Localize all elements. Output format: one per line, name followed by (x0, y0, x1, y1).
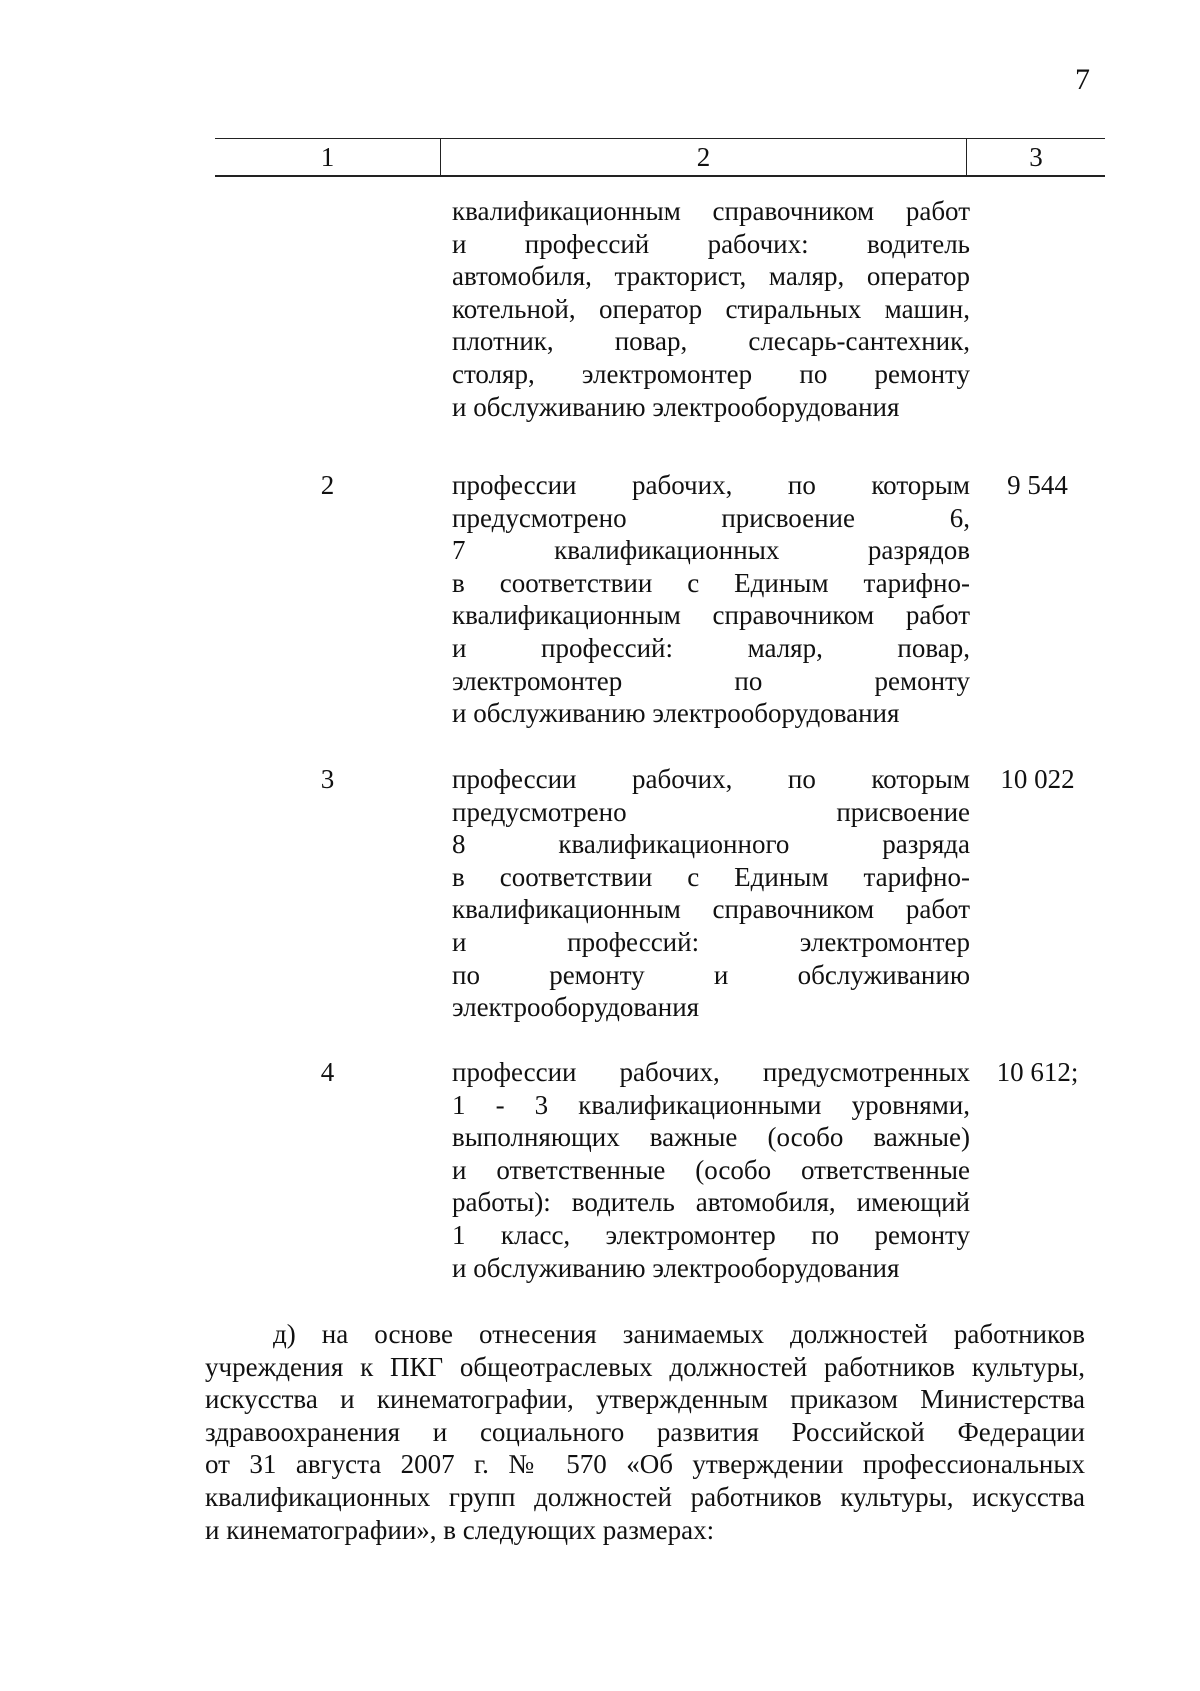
description-line: столяр, электромонтер по ремонту (452, 358, 970, 389)
description-line: и профессий: маляр, повар, (452, 632, 970, 663)
description-line: электромонтер по ремонту (452, 665, 970, 696)
description-line: профессии рабочих, предусмотренных (452, 1057, 970, 1087)
description-line: плотник, повар, слесарь-сантехник, (452, 326, 970, 357)
description-line: электрооборудования (452, 992, 700, 1023)
row-description (452, 195, 970, 423)
description-line: в соответствии с Единым тарифно- (452, 861, 970, 892)
paragraph-line: и кинематографии», в следующих размерах: (205, 1514, 715, 1545)
description-line: и профессий рабочих: водитель (452, 228, 970, 259)
description-line: и обслуживанию электрооборудования (452, 1252, 900, 1283)
description-line: 7 квалификационных разрядов (452, 535, 970, 566)
paragraph-line: квалификационных групп должностей работников культуры, искусства (205, 1481, 1085, 1512)
column-header-3: 3 (1029, 142, 1043, 172)
column-header-1: 1 (215, 139, 441, 175)
description-line: 1 класс, электромонтер по ремонту (452, 1219, 970, 1250)
row-number: 4 (320, 1057, 335, 1087)
description-line: квалификационным справочником работ (452, 600, 970, 631)
description-line: и обслуживанию электрооборудования (452, 698, 900, 729)
body-paragraph (205, 1318, 1085, 1546)
description-line: квалификационным справочником работ (452, 894, 970, 925)
row-amount: 10 612; (996, 1057, 1079, 1087)
description-line: предусмотрено присвоение 6, (452, 502, 970, 533)
page-number: 7 (1075, 63, 1090, 96)
description-line: и профессий: электромонтер (452, 926, 970, 957)
description-line: профессии рабочих, по которым (452, 764, 970, 794)
row-amount: 10 022 (1000, 764, 1075, 794)
description-line: по ремонту и обслуживанию (452, 959, 970, 990)
row-number: 3 (320, 764, 335, 794)
paragraph-line: от 31 августа 2007 г. № 570 «Об утверждении профессиональных (205, 1449, 1085, 1480)
description-line: в соответствии с Единым тарифно- (452, 567, 970, 598)
paragraph-line: д) на основе отнесения занимаемых должностей работников (273, 1319, 1085, 1349)
description-line: квалификационным справочником работ (452, 196, 970, 226)
row-description (452, 469, 970, 730)
paragraph-line: искусства и кинематографии, утвержденным приказом Министерства (205, 1384, 1085, 1415)
description-line: и обслуживанию электрооборудования (452, 391, 900, 422)
description-line: выполняющих важные (особо важные) (452, 1122, 970, 1153)
row-number: 2 (320, 470, 335, 500)
description-line: котельной, оператор стиральных машин, (452, 293, 970, 324)
column-header-2: 2 (441, 139, 967, 175)
paragraph-line: учреждения к ПКГ общеотраслевых должностей работников культуры, (205, 1351, 1085, 1382)
paragraph-line: здравоохранения и социального развития Российской Федерации (205, 1416, 1085, 1447)
description-line: 1 - 3 квалификационными уровнями, (452, 1089, 970, 1120)
row-description (452, 1056, 970, 1284)
row-description (452, 763, 970, 1024)
description-line: профессии рабочих, по которым (452, 470, 970, 500)
description-line: 8 квалификационного разряда (452, 829, 970, 860)
description-line: работы): водитель автомобиля, имеющий (452, 1187, 970, 1218)
description-line: предусмотрено присвоение (452, 796, 970, 827)
row-amount: 9 544 (1007, 470, 1068, 500)
description-line: и ответственные (особо ответственные (452, 1154, 970, 1185)
table-header (215, 138, 1105, 177)
description-line: автомобиля, тракторист, маляр, оператор (452, 261, 970, 292)
